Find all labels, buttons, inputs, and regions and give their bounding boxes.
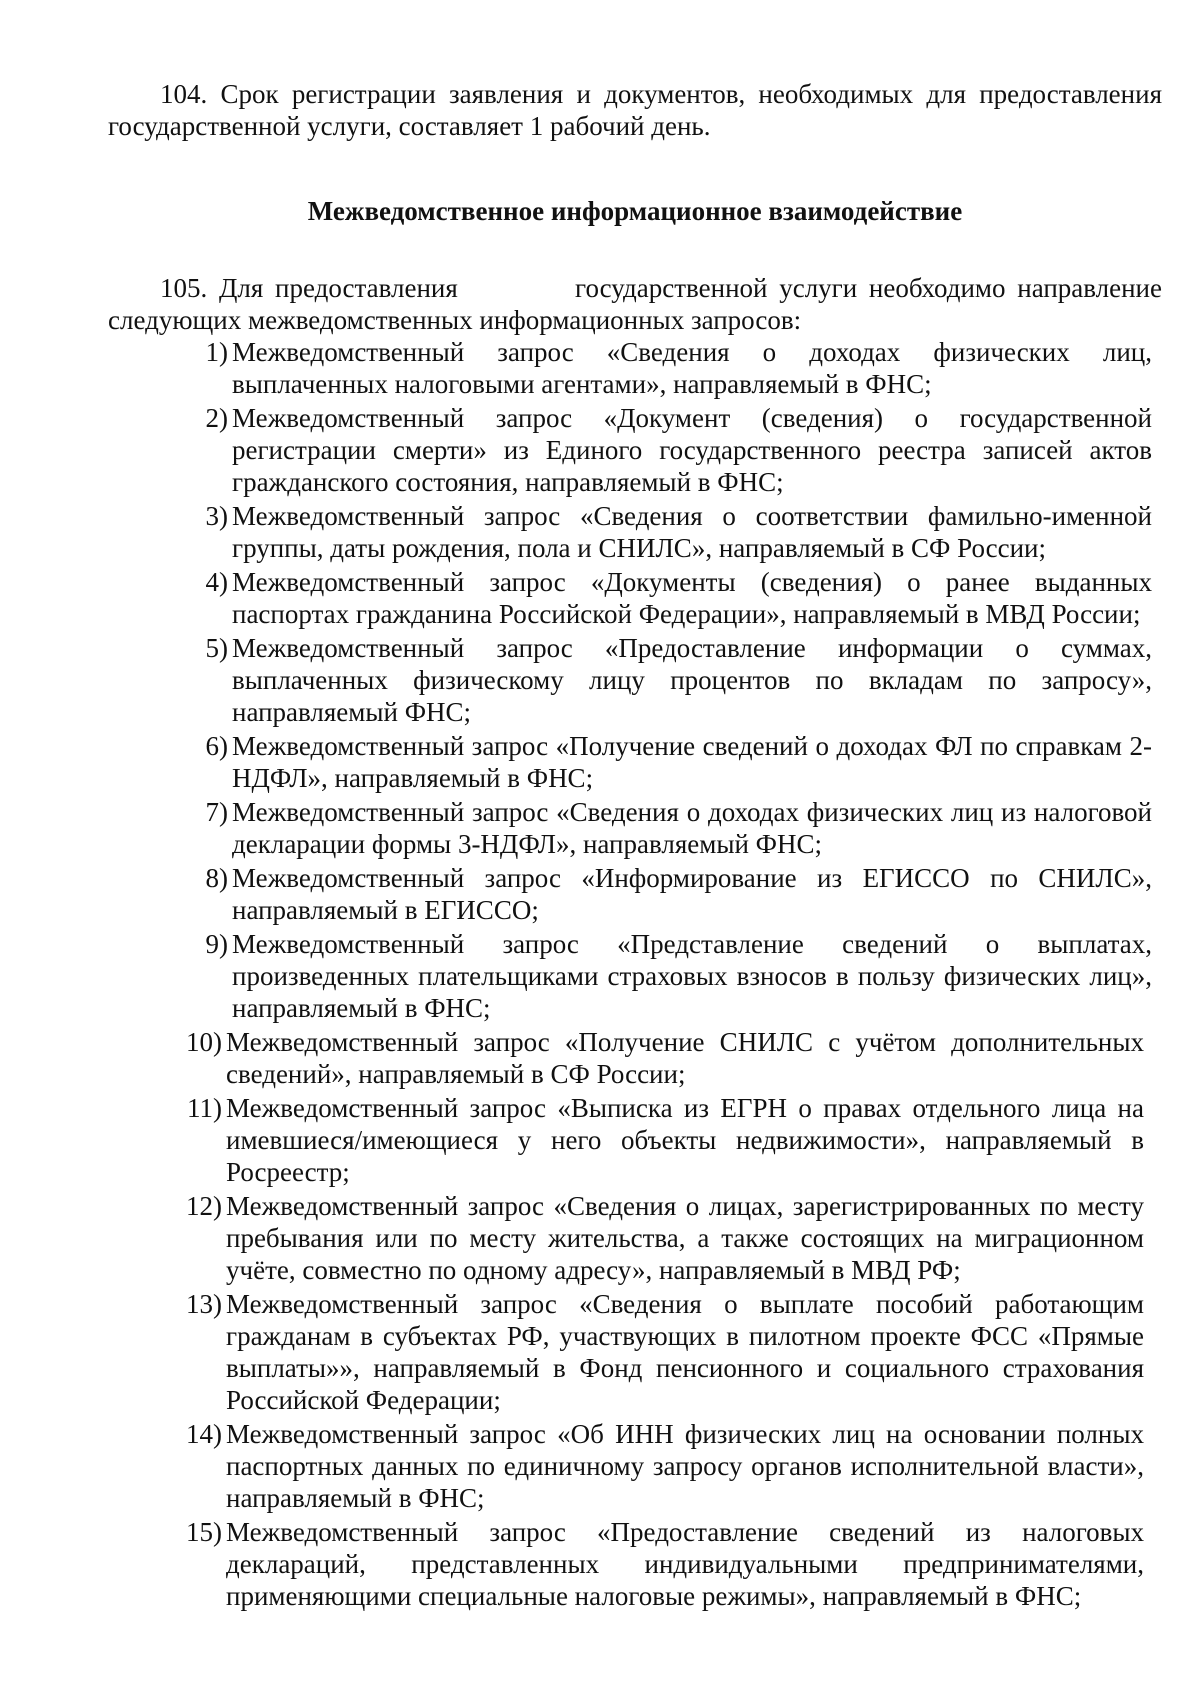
list-item	[205, 632, 1152, 728]
list-item	[186, 1288, 1144, 1416]
item-number: 6)	[205, 731, 228, 761]
list-item	[186, 1418, 1144, 1514]
item-text: Межведомственный запрос «Представление сведений о выплатах, произведенных плательщиками страховых взносов в пользу физических лиц», направляемый в ФНС;	[232, 929, 1152, 1023]
list-item	[205, 402, 1152, 498]
item-number: 8)	[205, 863, 228, 893]
item-text: Межведомственный запрос «Предоставление сведений из налоговых деклараций, представленных индивидуальными предпринимателями, применяющими специальные налоговые режимы», направляемый в ФНС;	[226, 1517, 1144, 1611]
item-number: 15)	[186, 1517, 222, 1547]
list-item	[186, 1516, 1144, 1612]
item-number: 11)	[187, 1093, 222, 1123]
item-number: 2)	[205, 403, 228, 433]
item-number: 7)	[205, 797, 228, 827]
list-item	[205, 928, 1152, 1024]
list-item	[205, 796, 1152, 860]
item-text: Межведомственный запрос «Об ИНН физических лиц на основании полных паспортных данных по единичному запросу органов исполнительной власти», направляемый в ФНС;	[226, 1419, 1144, 1513]
paragraph-104: 104. Срок регистрации заявления и документов, необходимых для предоставления государственной услуги, составляет 1 рабочий день.	[108, 79, 1162, 141]
item-number: 13)	[186, 1289, 222, 1319]
item-text: Межведомственный запрос «Предоставление информации о суммах, выплаченных физическому лицу процентов по вкладам по запросу», направляемый ФНС;	[232, 633, 1152, 727]
item-text: Межведомственный запрос «Выписка из ЕГРН о правах отдельного лица на имевшиеся/имеющиеся у него объекты недвижимости», направляемый в Росреестр;	[226, 1093, 1144, 1187]
list-item	[205, 566, 1152, 630]
item-text: Межведомственный запрос «Сведения о лицах, зарегистрированных по месту пребывания или по месту жительства, а также состоящих на миграционном учёте, совместно по одному адресу», направляемый в МВД РФ;	[226, 1191, 1144, 1285]
item-number: 12)	[186, 1191, 222, 1221]
item-text: Межведомственный запрос «Получение сведений о доходах ФЛ по справкам 2-НДФЛ», направляемый в ФНС;	[232, 731, 1152, 793]
item-text: Межведомственный запрос «Сведения о доходах физических лиц из налоговой декларации формы 3-НДФЛ», направляемый ФНС;	[232, 797, 1152, 859]
item-text: Межведомственный запрос «Сведения о соответствии фамильно-именной группы, даты рождения, пола и СНИЛС», направляемый в СФ России;	[232, 501, 1152, 563]
request-list	[0, 336, 1200, 1612]
list-item	[205, 500, 1152, 564]
list-item	[205, 862, 1152, 926]
item-number: 4)	[205, 567, 228, 597]
list-item	[205, 336, 1152, 400]
list-item	[186, 1190, 1144, 1286]
item-text: Межведомственный запрос «Сведения о выплате пособий работающим гражданам в субъектах РФ, участвующих в пилотном проекте ФСС «Прямые выплаты»», направляемый в Фонд пенсионного и социального страхования Российской Федерации;	[226, 1289, 1144, 1415]
section-heading: Межведомственное информационное взаимодействие	[307, 196, 963, 226]
item-number: 3)	[205, 501, 228, 531]
item-number: 5)	[205, 633, 228, 663]
list-item	[186, 1026, 1144, 1090]
list-item	[187, 1092, 1144, 1188]
item-text: Межведомственный запрос «Документы (сведения) о ранее выданных паспортах гражданина Российской Федерации», направляемый в МВД России;	[232, 567, 1152, 629]
item-text: Межведомственный запрос «Документ (сведения) о государственной регистрации смерти» из Единого государственного реестра записей актов гражданского состояния, направляемый в ФНС;	[232, 403, 1152, 497]
item-text: Межведомственный запрос «Получение СНИЛС с учётом дополнительных сведений», направляемый в СФ России;	[226, 1027, 1144, 1089]
item-number: 9)	[205, 929, 228, 959]
paragraph-105: 105. Для предоставления государственной услуги необходимо направление следующих межведомственных информационных запросов:	[108, 273, 1169, 335]
list-item	[205, 730, 1152, 794]
item-number: 1)	[205, 337, 228, 367]
item-text: Межведомственный запрос «Сведения о доходах физических лиц, выплаченных налоговыми агентами», направляемый в ФНС;	[232, 337, 1152, 399]
item-number: 14)	[186, 1419, 222, 1449]
item-number: 10)	[186, 1027, 222, 1057]
item-text: Межведомственный запрос «Информирование из ЕГИССО по СНИЛС», направляемый в ЕГИССО;	[232, 863, 1152, 925]
